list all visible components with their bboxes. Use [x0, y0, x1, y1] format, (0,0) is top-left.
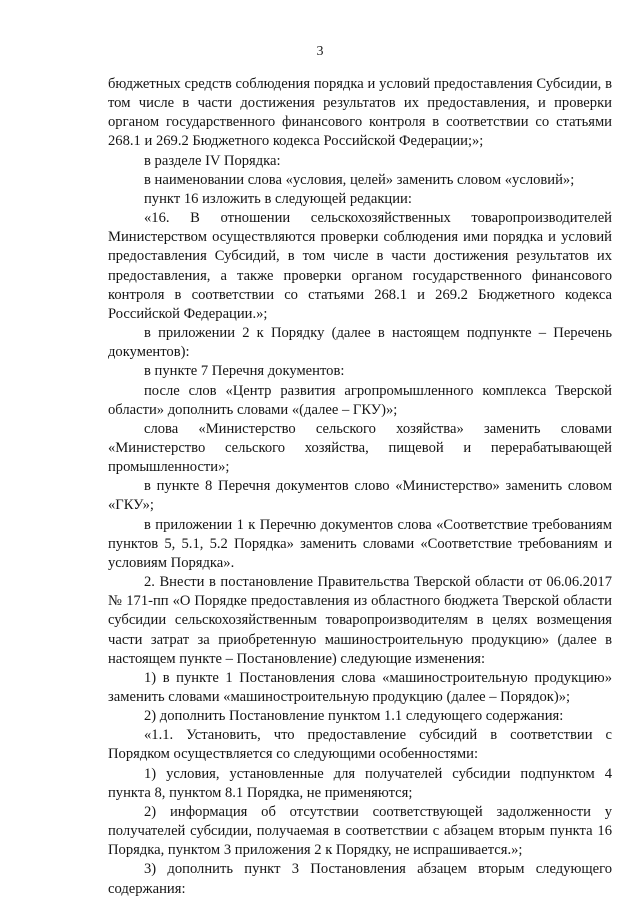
paragraph-section-2: 2. Внести в постановление Правительства Тверской области от 06.06.2017 № 171-пп «О Порядке предоставления из областного бюджета Тверской области субсидии сельскохозяйственным товаропроизводителям в целях возмещения части затрат за приобретенную машиностроительную продукцию» (далее в настоящем пункте – Постановление) следующие изменения:	[108, 574, 612, 667]
paragraph-item-2-change: 2) дополнить Постановление пунктом 1.1 следующего содержания:	[144, 708, 564, 725]
paragraph-feature-2: 2) информация об отсутствии соответствующей задолженности у получателей субсидии, получаемая в соответствии с абзацем вторым пункта 16 Порядка, пунктом 3 приложения 2 к Порядку, не испрашивается.»;	[108, 803, 612, 859]
paragraph-appendix-2: в приложении 2 к Порядку (далее в настоящем подпункте – Перечень документов):	[108, 325, 612, 361]
paragraph-title-change: в наименовании слова «условия, целей» заменить словом «условий»;	[144, 171, 575, 188]
paragraph-item-16-intro: пункт 16 изложить в следующей редакции:	[144, 190, 412, 207]
paragraph-item-1-1-text: «1.1. Установить, что предоставление субсидий в соответствии с Порядком осуществляется со следующими особенностями:	[108, 727, 612, 763]
paragraph-list-item-8: в пункте 8 Перечня документов слово «Министерство» заменить словом «ГКУ»;	[108, 478, 612, 514]
paragraph-item-3-change: 3) дополнить пункт 3 Постановления абзацем вторым следующего содержания:	[108, 861, 612, 897]
paragraph-item-16-text: «16. В отношении сельскохозяйственных товаропроизводителей Министерством осуществляются проверки соблюдения ими порядка и условий предоставления Субсидий, в том числе в части достижения результатов их предоставления, а также проверки органом государственного финансового контроля в соответствии со статьями 268.1 и 269.2 Бюджетного кодекса Российской Федерации.»;	[108, 210, 612, 322]
paragraph-list-item-7: в пункте 7 Перечня документов:	[144, 363, 345, 380]
document-body	[108, 75, 612, 899]
paragraph-appendix-1: в приложении 1 к Перечню документов слова «Соответствие требованиям пунктов 5, 5.1, 5.2 Порядка» заменить словами «Соответствие требованиям и условиям Порядка».	[108, 516, 612, 571]
paragraph-ministry-rename: слова «Министерство сельского хозяйства» заменить словами «Министерство сельского хозяйства, пищевой и перерабатывающей промышленности»;	[108, 420, 612, 476]
page-number: 3	[316, 44, 324, 59]
paragraph-continuation: бюджетных средств соблюдения порядка и условий предоставления Субсидии, в том числе в части достижения результатов их предоставления, и проверки органом государственного финансового контроля в соответствии со статьями 268.1 и 269.2 Бюджетного кодекса Российской Федерации;»;	[108, 76, 612, 150]
paragraph-feature-1: 1) условия, установленные для получателей субсидии подпунктом 4 пункта 8, пунктом 8.1 Порядка, не применяются;	[108, 765, 612, 801]
paragraph-section-iv: в разделе IV Порядка:	[144, 152, 281, 169]
paragraph-item-1-change: 1) в пункте 1 Постановления слова «машиностроительную продукцию» заменить словами «машиностроительную продукцию (далее – Порядок)»;	[108, 669, 612, 705]
paragraph-gku-addition: после слов «Центр развития агропромышленного комплекса Тверской области» дополнить словами «(далее – ГКУ)»;	[108, 382, 612, 418]
